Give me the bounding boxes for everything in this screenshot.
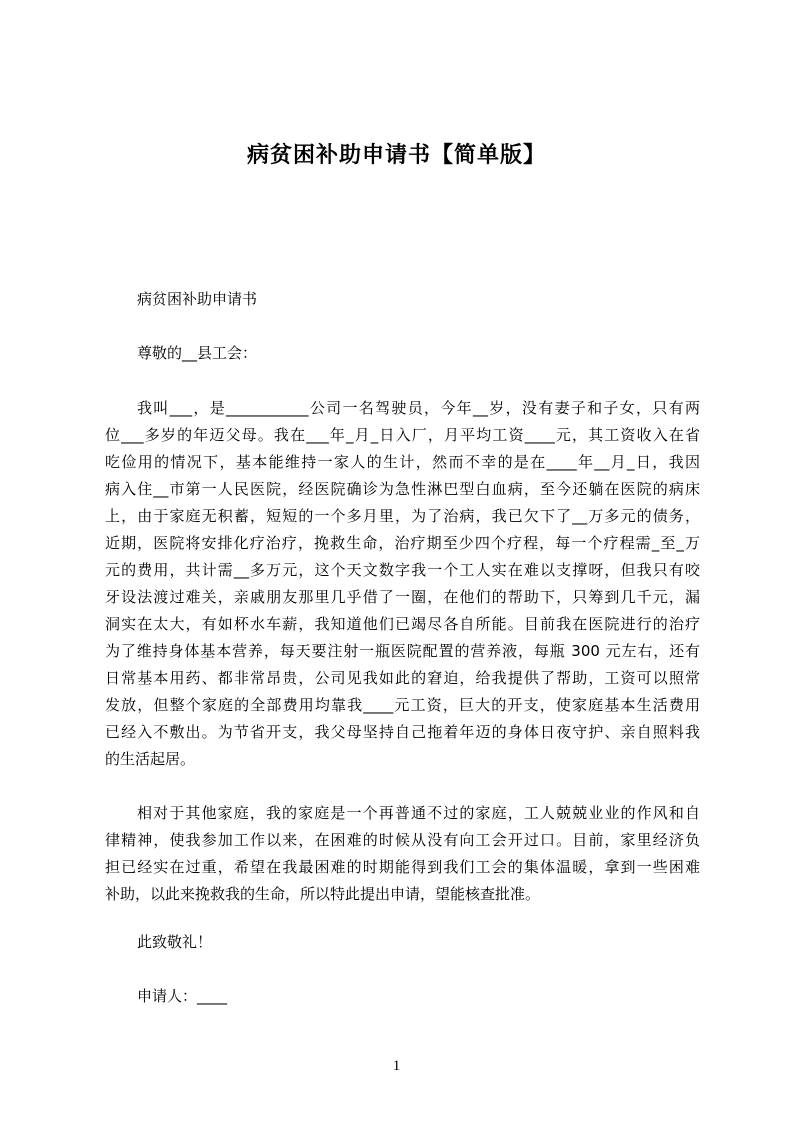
paragraph-line: 补助，以此来挽救我的生命，所以特此提出申请，望能核查批准。 (105, 885, 541, 903)
paragraph-line: 的生活起居。 (105, 750, 196, 768)
paragraph-line: 吃俭用的情况下，基本能维持一家人的生计，然而不幸的是在____年__月_日，我因 (105, 453, 700, 471)
closing: 此致敬礼！ (137, 933, 213, 951)
paragraph-line: 元的费用，共计需__多万元，这个天文数字我一个工人实在难以支撑呀，但我只有咬 (105, 561, 700, 579)
paragraph-line: 已经入不敷出。为节省开支，我父母坚持自己拖着年迈的身体日夜守护、亲自照料我 (105, 723, 700, 741)
document-title: 病贫困补助申请书【简单版】 (246, 143, 546, 168)
applicant-signature: 申请人：____ (137, 987, 228, 1005)
paragraph-line: 牙设法渡过难关，亲戚朋友那里几乎借了一圈，在他们的帮助下，只筹到几千元，漏 (105, 588, 700, 606)
paragraph-line: 为了维持身体基本营养，每天要注射一瓶医院配置的营养液，每瓶 300 元左右，还有 (105, 642, 700, 660)
paragraph-line: 相对于其他家庭，我的家庭是一个再普通不过的家庭，工人兢兢业业的作风和自 (137, 804, 700, 822)
paragraph-line: 担已经实在过重，希望在我最困难的时期能得到我们工会的集体温暖，拿到一些困难 (105, 858, 700, 876)
document-heading: 病贫困补助申请书 (137, 290, 258, 308)
paragraph-line: 发放，但整个家庭的全部费用均靠我____元工资，巨大的开支，使家庭基本生活费用 (105, 696, 700, 714)
paragraph-line: 上，由于家庭无积蓄，短短的一个多月里，为了治病，我已欠下了__万多元的债务， (105, 507, 700, 525)
paragraph-line: 病入住__市第一人民医院，经医院确诊为急性淋巴型白血病，至今还躺在医院的病床 (105, 480, 700, 498)
page-number: 1 (392, 1058, 401, 1074)
paragraph-line: 律精神，使我参加工作以来，在困难的时候从没有向工会开过口。目前，家里经济负 (105, 831, 700, 849)
paragraph-line: 我叫___，是___________公司一名驾驶员，今年__岁，没有妻子和子女，只有两 (137, 399, 700, 417)
salutation: 尊敬的__县工会： (137, 344, 258, 362)
paragraph-line: 位___多岁的年迈父母。我在___年_月_日入厂，月平均工资____元，其工资收入在省 (105, 426, 700, 444)
paragraph-line: 洞实在太大，有如杯水车薪，我知道他们已竭尽各自所能。目前我在医院进行的治疗 (105, 615, 700, 633)
paragraph-line: 近期，医院将安排化疗治疗，挽救生命，治疗期至少四个疗程，每一个疗程需_至_万 (105, 534, 700, 552)
paragraph-line: 日常基本用药、都非常昂贵，公司见我如此的窘迫，给我提供了帮助，工资可以照常 (105, 669, 700, 687)
